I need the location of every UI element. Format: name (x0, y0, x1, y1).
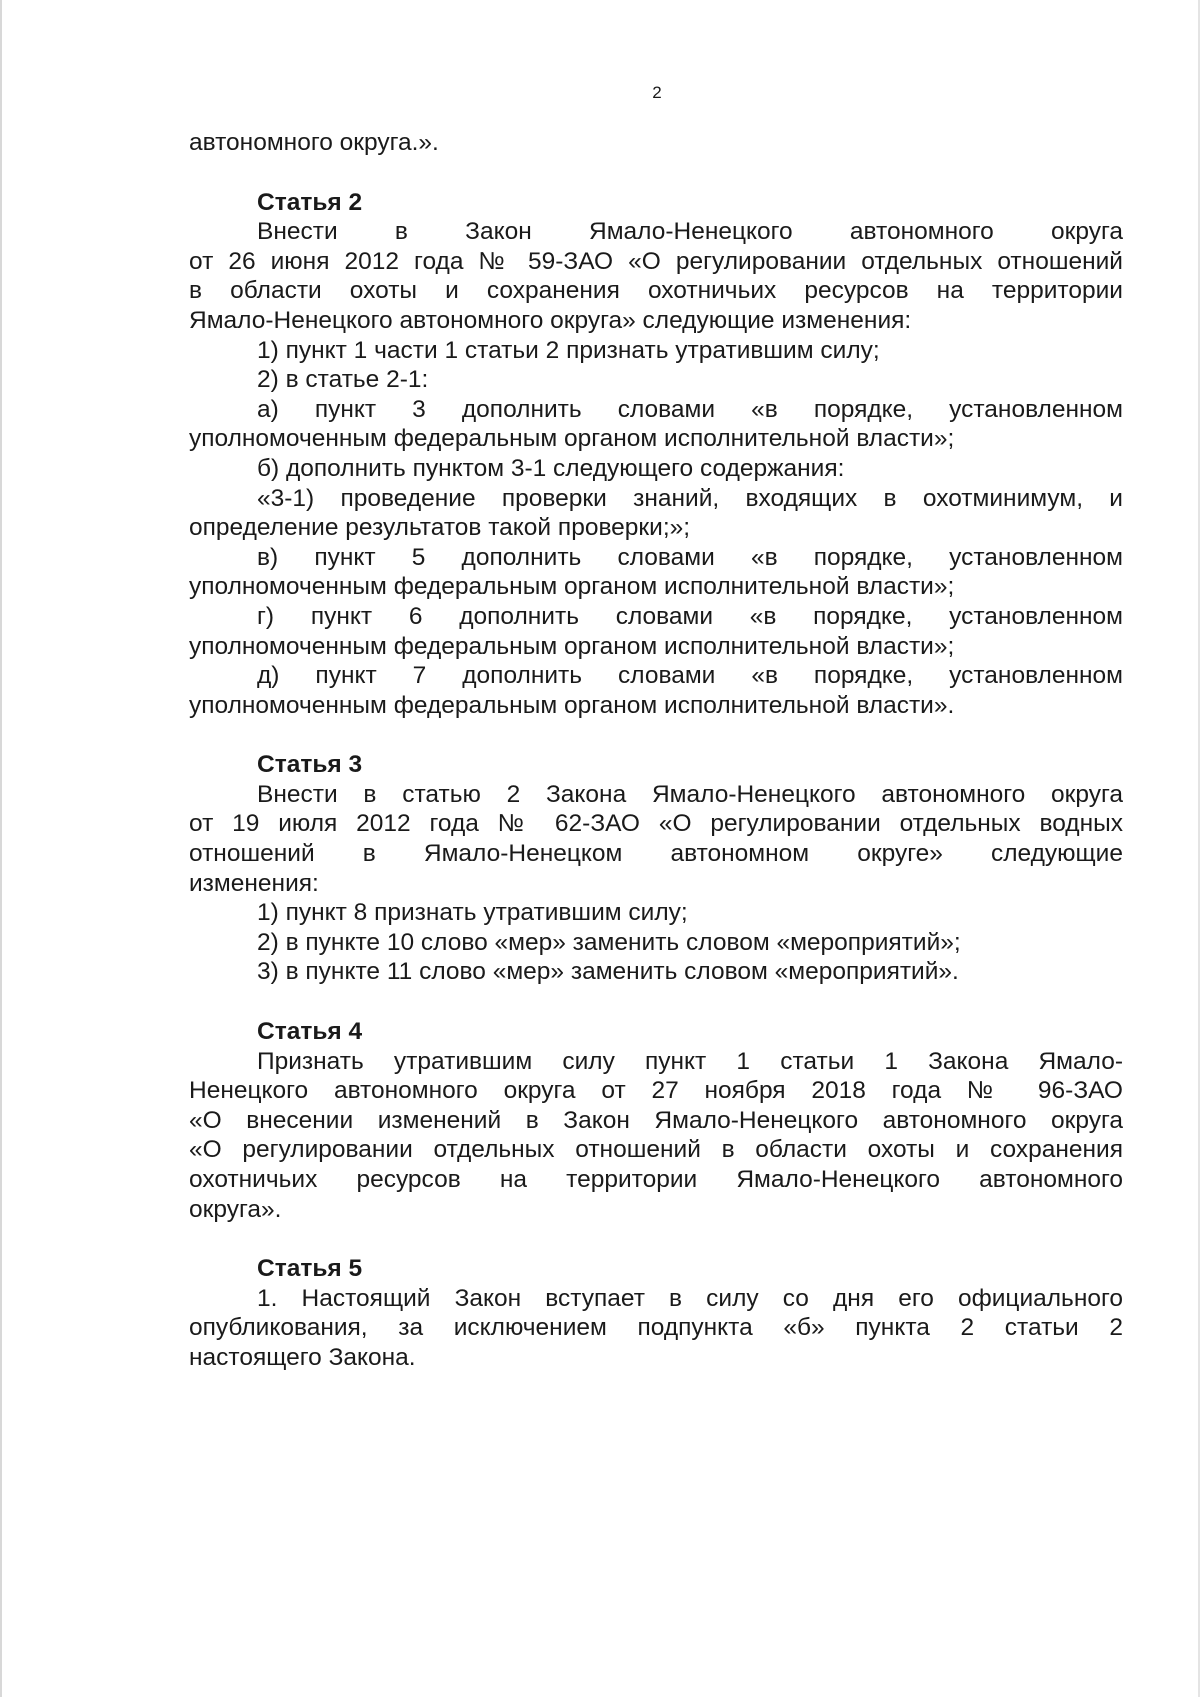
article-4-heading: Статья 4 (257, 1018, 363, 1046)
article-2-line: «3-1) проведение проверки знаний, входящих в охотминимум, и (257, 484, 1123, 512)
article-3-line: от 19 июля 2012 года № 62-ЗАО «О регулировании отдельных водных (189, 810, 1123, 838)
article-2-line: б) дополнить пунктом 3-1 следующего содержания: (257, 454, 845, 482)
article-2-line: 2) в статье 2-1: (257, 366, 429, 394)
article-2-line: Ямало-Ненецкого автономного округа» следующие изменения: (189, 306, 912, 334)
article-4-line: округа». (189, 1195, 282, 1223)
article-5-line: 1. Настоящий Закон вступает в силу со дня его официального (257, 1284, 1123, 1312)
article-2-line: уполномоченным федеральным органом исполнительной власти»; (189, 425, 955, 453)
article-2-line: Внести в Закон Ямало-Ненецкого автономного округа (257, 218, 1123, 246)
article-2-line: в) пункт 5 дополнить словами «в порядке, установленном (257, 543, 1123, 571)
article-2-line: уполномоченным федеральным органом исполнительной власти». (189, 691, 955, 719)
article-2-heading: Статья 2 (257, 188, 363, 216)
intro-line: автономного округа.». (189, 129, 439, 156)
article-3-line: 1) пункт 8 признать утратившим силу; (257, 899, 688, 927)
section-gap (189, 987, 1123, 1017)
document-body (189, 128, 1123, 1373)
section-gap (189, 158, 1123, 188)
article-2-line: а) пункт 3 дополнить словами «в порядке, установленном (257, 395, 1123, 423)
article-3-line: отношений в Ямало-Ненецком автономном округе» следующие (189, 840, 1123, 868)
article-2-line: уполномоченным федеральным органом исполнительной власти»; (189, 573, 955, 601)
article-5-line: опубликования, за исключением подпункта «б» пункта 2 статьи 2 (189, 1314, 1123, 1342)
article-2-line: уполномоченным федеральным органом исполнительной власти»; (189, 632, 955, 660)
article-2-line: 1) пункт 1 части 1 статьи 2 признать утратившим силу; (257, 336, 880, 364)
article-5-heading: Статья 5 (257, 1255, 363, 1283)
article-3-heading: Статья 3 (257, 751, 363, 779)
article-4-line: охотничьих ресурсов на территории Ямало-Ненецкого автономного (189, 1166, 1123, 1193)
article-4-line: Ненецкого автономного округа от 27 ноября 2018 года № 96-ЗАО (189, 1077, 1123, 1105)
article-4-line: «О регулировании отдельных отношений в области охоты и сохранения (189, 1136, 1123, 1164)
section-gap (189, 1224, 1123, 1254)
article-2-line: от 26 июня 2012 года № 59-ЗАО «О регулировании отдельных отношений (189, 247, 1123, 275)
article-4-line: «О внесении изменений в Закон Ямало-Ненецкого автономного округа (189, 1106, 1123, 1134)
scan-edge-left (0, 0, 2, 1697)
article-3-line: изменения: (189, 869, 319, 897)
article-3-line: 2) в пункте 10 слово «мер» заменить словом «мероприятий»; (257, 928, 961, 956)
article-2-line: д) пункт 7 дополнить словами «в порядке, установленном (257, 662, 1123, 690)
article-2-line: в области охоты и сохранения охотничьих ресурсов на территории (189, 277, 1123, 305)
article-3-line: 3) в пункте 11 слово «мер» заменить словом «мероприятий». (257, 958, 959, 986)
article-2-line: определение результатов такой проверки;»; (189, 514, 691, 542)
section-gap (189, 720, 1123, 750)
article-4-line: Признать утратившим силу пункт 1 статьи 1 Закона Ямало- (257, 1047, 1123, 1075)
article-2-line: г) пункт 6 дополнить словами «в порядке, установленном (257, 602, 1123, 630)
article-3-line: Внести в статью 2 Закона Ямало-Ненецкого автономного округа (257, 780, 1123, 808)
article-5-line: настоящего Закона. (189, 1343, 416, 1371)
page-number: 2 (652, 83, 662, 102)
